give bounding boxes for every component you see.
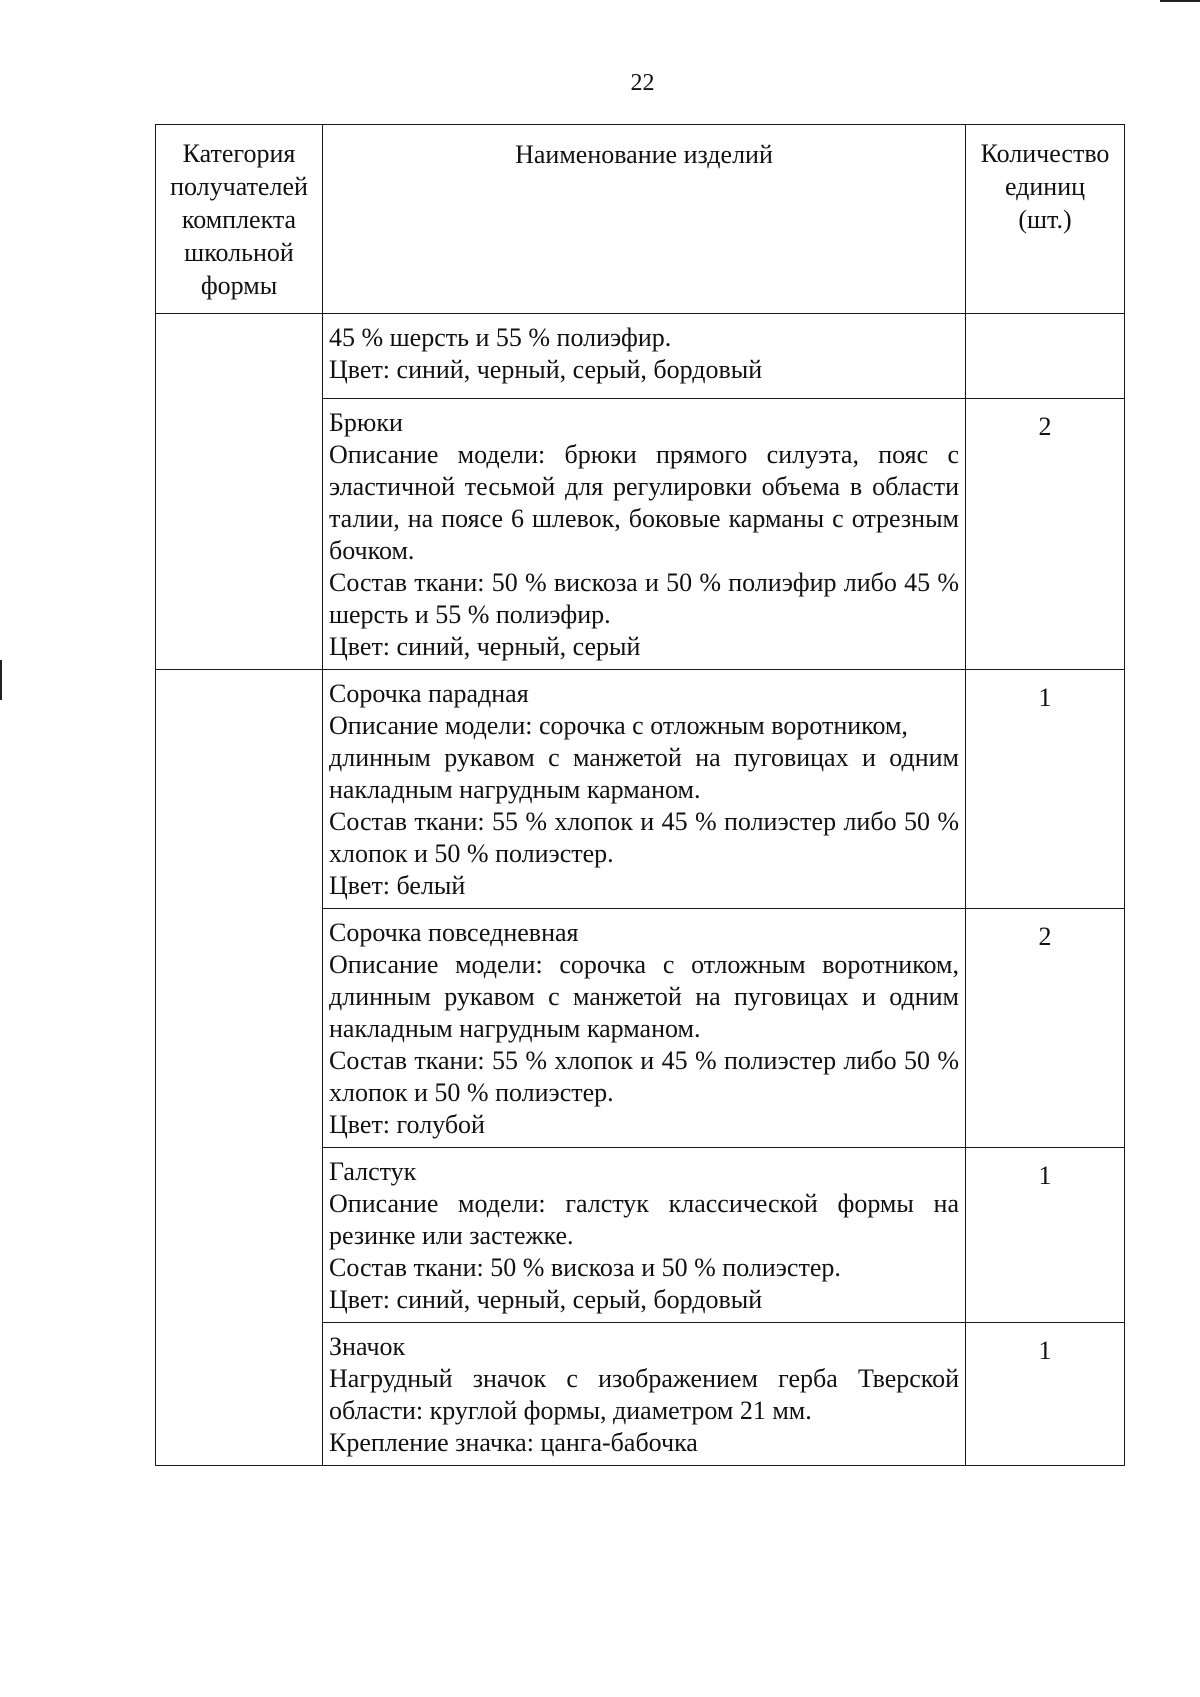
- item-description: Сорочка парадная Описание модели: сорочка с отложным воротником, длинным рукавом с манжетой на пуговицах и одним накладным нагрудным карманом. Состав ткани: 55 % хлопок и 45 % полиэстер либо 50 % хлопок и 50 % полиэстер. Цвет: белый: [323, 670, 966, 909]
- item-description: 45 % шерсть и 55 % полиэфир. Цвет: синий, черный, серый, бордовый: [323, 314, 966, 399]
- table-row: [156, 670, 1125, 909]
- item-title: Сорочка парадная: [329, 679, 529, 708]
- header-category: Категория получателей комплекта школьной формы: [156, 125, 323, 314]
- page-number: 22: [630, 70, 655, 96]
- scan-edge-mark-top: [1160, 0, 1200, 2]
- item-title: Сорочка повседневная: [329, 918, 579, 947]
- table-row: [156, 314, 1125, 399]
- item-description: Значок Нагрудный значок с изображением герба Тверской области: круглой формы, диаметром 21 мм. Крепление значка: цанга-бабочка: [323, 1323, 966, 1466]
- item-quantity: 2: [966, 909, 1125, 1148]
- scan-edge-mark-left: [0, 660, 2, 700]
- item-title: Значок: [329, 1332, 406, 1361]
- item-title: Галстук: [329, 1157, 417, 1186]
- item-quantity: [966, 314, 1125, 399]
- category-cell: [156, 314, 323, 670]
- header-name: Наименование изделий: [323, 125, 966, 314]
- item-description: Сорочка повседневная Описание модели: сорочка с отложным воротником, длинным рукавом с манжетой на пуговицах и одним накладным нагрудным карманом. Состав ткани: 55 % хлопок и 45 % полиэстер либо 50 % хлопок и 50 % полиэстер. Цвет: голубой: [323, 909, 966, 1148]
- item-title: Брюки: [329, 408, 403, 437]
- item-description: Брюки Описание модели: брюки прямого силуэта, пояс с эластичной тесьмой для регулировки объема в области талии, на поясе 6 шлевок, боковые карманы с отрезным бочком. Состав ткани: 50 % вискоза и 50 % полиэфир либо 45 % шерсть и 55 % полиэфир. Цвет: синий, черный, серый: [323, 399, 966, 670]
- item-quantity: 1: [966, 1323, 1125, 1466]
- header-quantity: Количество единиц (шт.): [966, 125, 1125, 314]
- item-quantity: 1: [966, 1148, 1125, 1323]
- table-header-row: [156, 125, 1125, 314]
- items-table-container: [155, 124, 1124, 1466]
- item-quantity: 1: [966, 670, 1125, 909]
- item-description: Галстук Описание модели: галстук классической формы на резинке или застежке. Состав ткани: 50 % вискоза и 50 % полиэстер. Цвет: синий, черный, серый, бордовый: [323, 1148, 966, 1323]
- item-quantity: 2: [966, 399, 1125, 670]
- category-cell: [156, 670, 323, 1466]
- items-table: [155, 124, 1125, 1466]
